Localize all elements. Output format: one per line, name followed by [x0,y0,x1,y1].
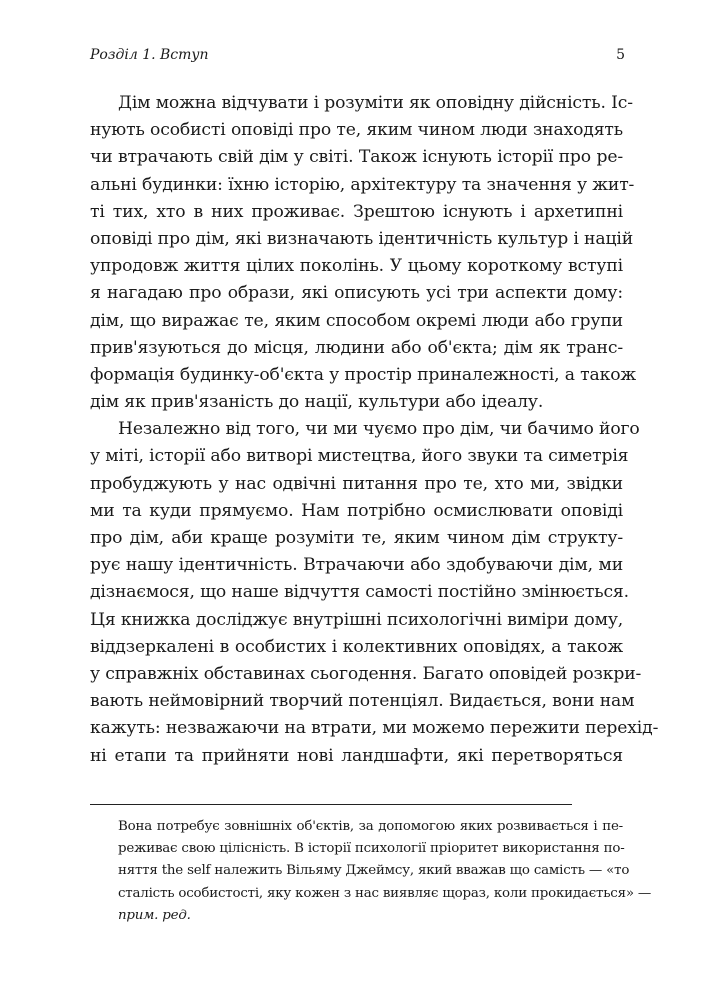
footnote [118,816,652,927]
body-line: ті тих, хто в них проживає. Зрештою існують і архетипні [90,201,623,222]
footnote-line: сталість особистості, яку кожен з нас виявляє щораз, коли прокидається» — [118,885,652,901]
body-line: дізнаємося, що наше відчуття самості постійно змінюється. [90,582,629,603]
footnote-divider [90,804,572,805]
body-line: оповіді про дім, які визначають ідентичність культур і націй [90,228,633,249]
footnote-editor-note: прим. ред. [118,907,191,923]
body-line: пробуджують у нас одвічні питання про те, хто ми, звідки [90,473,623,494]
footnote-line: няття the self належить Вільяму Джеймсу, який вважав що самість — «то [118,863,630,879]
running-head [90,44,625,66]
body-line: рує нашу ідентичність. Втрачаючи або здобуваючи дім, ми [90,555,623,576]
section-title: Розділ 1. Вступ [90,47,209,63]
body-line: упродовж життя цілих поколінь. У цьому короткому вступі [90,256,623,277]
body-line: ми та куди прямуємо. Нам потрібно осмислювати оповіді [90,500,623,521]
body-line: прив'язуються до місця, людини або об'єкта; дім як транс- [90,337,623,358]
body-line: альні будинки: їхню історію, архітектуру та значення у жит- [90,174,635,195]
body-line: чи втрачають свій дім у світі. Також існують історії про ре- [90,147,623,168]
footnote-line: Вона потребує зовнішніх об'єктів, за допомогою яких розвивається і пе- [118,819,623,834]
body-line: про дім, аби краще розуміти те, яким чином дім структу- [90,528,623,548]
body-line: вають неймовірний творчий потенціял. Видається, вони нам [90,691,635,712]
body-text [90,90,659,770]
body-line: кажуть: незважаючи на втрати, ми можемо пережити перехід- [90,718,659,739]
body-line: формація будинку-об'єкта у простір приналежності, а також [90,364,637,385]
body-line: я нагадаю про образи, які описують усі три аспекти дому: [90,283,623,304]
page-number: 5 [616,47,625,63]
body-line: Незалежно від того, чи ми чуємо про дім, чи бачимо його [118,419,640,440]
body-line: дім як прив'язаність до нації, культури або ідеалу. [90,392,544,413]
body-line: нують особисті оповіді про те, яким чином люди знаходять [90,120,623,141]
body-line: у міті, історії або витворі мистецтва, його звуки та симетрія [90,446,629,467]
body-line: Дім можна відчувати і розуміти як оповідну дійсність. Іс- [118,93,633,113]
body-line: дім, що виражає те, яким способом окремі люди або групи [90,310,623,331]
footnote-line: реживає свою цілісність. В історії психології пріоритет використання по- [118,841,625,857]
body-line: віддзеркалені в особистих і колективних оповідях, а також [90,636,623,657]
body-line: у справжніх обставинах сьогодення. Багато оповідей розкри- [90,663,642,684]
body-line: Ця книжка досліджує внутрішні психологічні виміри дому, [90,609,624,630]
body-line: ні етапи та прийняти нові ландшафти, які перетворяться [90,745,623,766]
